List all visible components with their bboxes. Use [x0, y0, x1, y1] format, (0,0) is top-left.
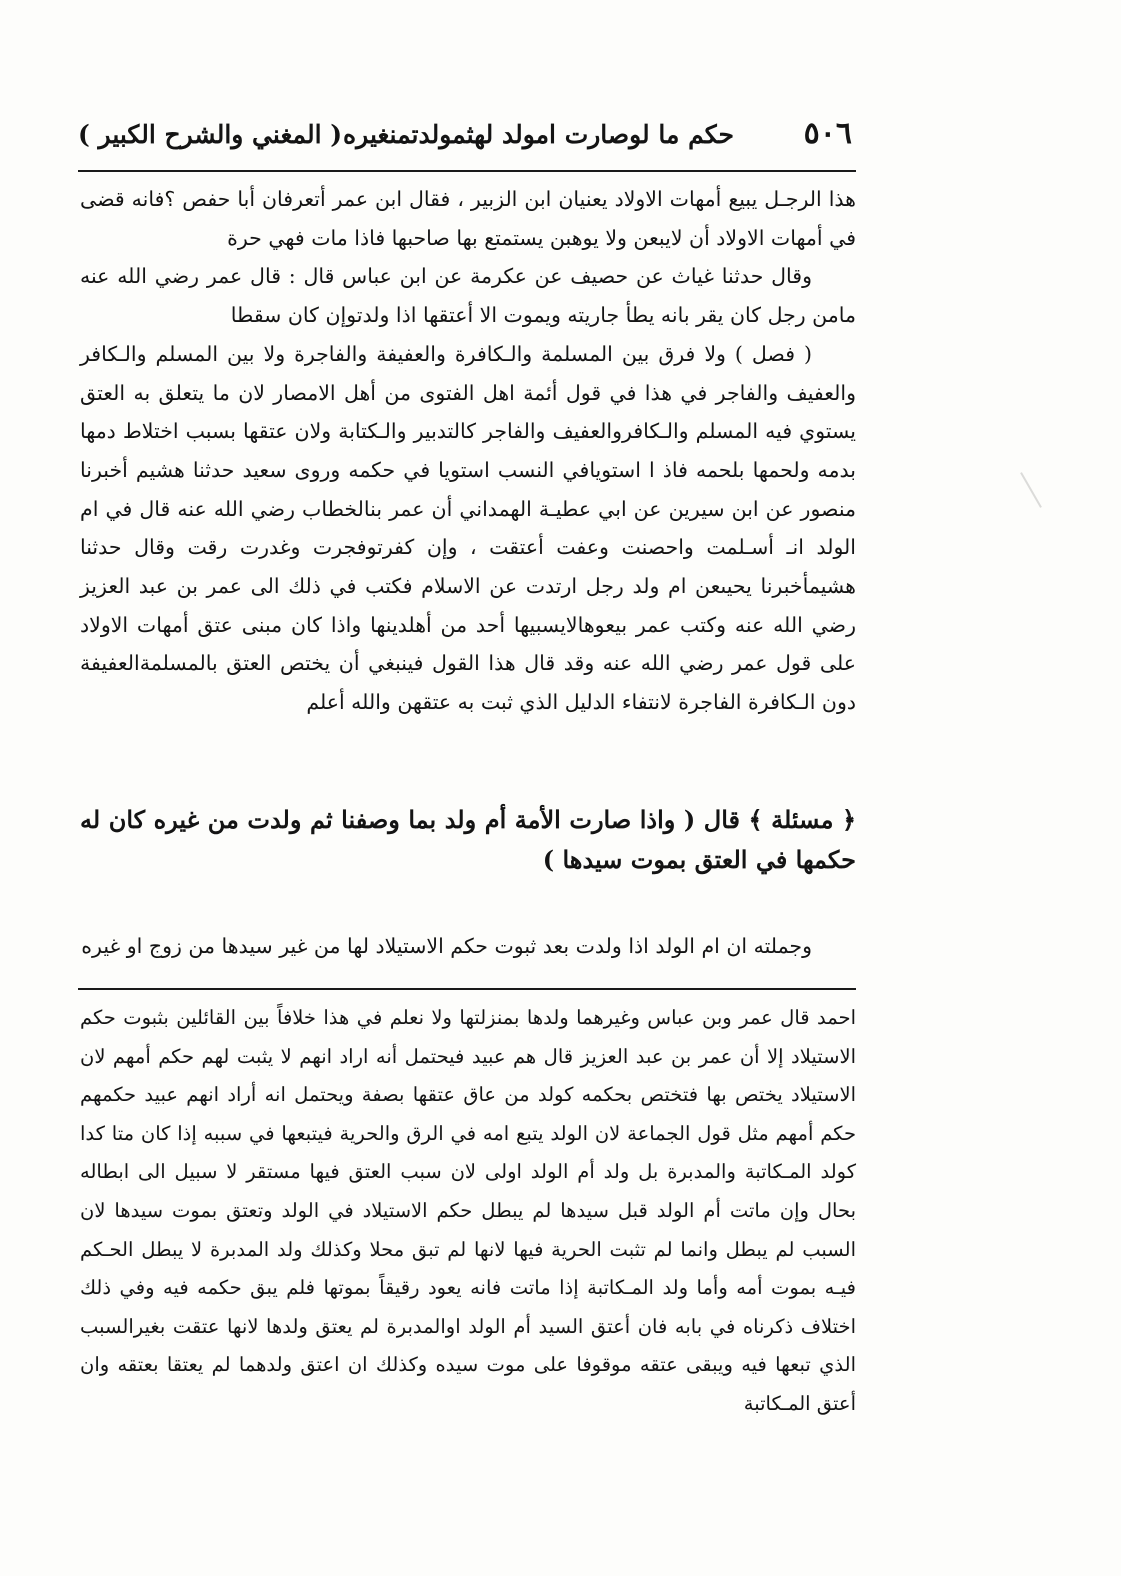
masala-block [80, 800, 856, 880]
scan-mark [1020, 472, 1042, 508]
chapter-title: حكم ما لوصارت امولد لهثمولدتمنغيره [343, 120, 734, 149]
masala-label: ﴿ مسئلة ﴾ [748, 805, 857, 834]
masala-text: قال ( واذا صارت الأمة أم ولد بما وصفنا ثم ولدت من غيره كان له حكمها في العتق بموت سيدها ) [80, 805, 856, 874]
paragraph-ibn-umar: هذا الرجـل يبيع أمهات الاولاد يعنيان ابن الزبير ، فقال ابن عمر أتعرفان أبا حفص ؟فانه قضى في أمهات الاولاد أن لايبعن ولا يوهبن يستمتع بها صاحبها فاذا مات فهي حرة [80, 187, 856, 250]
section-divider [78, 988, 856, 990]
commentary-start: وجملته ان ام الولد اذا ولدت بعد ثبوت حكم الاستيلاد لها من غير سيدها من زوج او غيره [81, 934, 812, 958]
commentary-text [80, 999, 856, 1424]
paragraph-fasl: ( فصل ) ولا فرق بين المسلمة والـكافرة والعفيفة والفاجرة ولا بين المسلم والـكافر والعفيف والفاجر في هذا في قول أئمة اهل الفتوى من أهل الامصار لان ما يتعلق به العتق يستوي فيه المسلم والـكافروالعفيف والفاجر كالتدبير والـكتابة ولان عتقها بسبب اختلاط دمها بدمه ولحمها بلحمه فاذ ا استويافي النسب استويا في حكمه وروى سعيد حدثنا هشيم أخبرنا منصور عن ابن سيرين عن ابي عطيـة الهمداني أن عمر بنالخطاب رضي الله عنه قال في ام الولد انـ أسـلمت واحصنت وعفت أعتقت ، وإن كفرتوفجرت وغدرت رقت وقال حدثنا هشيمأخبرنا يحيىعن ام ولد رجل ارتدت عن الاسلام فكتب في ذلك الى عمر بن عبد العزيز رضي الله عنه وكتب عمر بيعوهالايسبيها أحد من أهلدينها واذا كان مبنى عتق أمهات الاولاد على قول عمر رضي الله عنه وقد قال هذا القول فينبغي أن يختص العتق بالمسلمةالعفيفة دون الـكافرة الفاجرة لانتفاء الدليل الذي ثبت به عتقهن والله أعلم [80, 341, 856, 715]
paragraph-ikrima: وقال حدثنا غياث عن حصيف عن عكرمة عن ابن عباس قال : قال عمر رضي الله عنه مامن رجل كان يقر بانه يطأ جاريته ويموت الا أعتقها اذا ولدتوإن كان سقطا [80, 264, 856, 328]
header-divider [78, 170, 856, 172]
main-text [80, 180, 856, 722]
book-title: ( المغني والشرح الكبير ) [78, 120, 343, 149]
page-number: ٥٠٦ [803, 116, 852, 151]
page-header [78, 112, 852, 160]
commentary-paragraph: احمد قال عمر وبن عباس وغيرهما ولدها بمنزلتها ولا نعلم في هذا خلافاً بين القائلين بثبوت حكم الاستيلاد إلا أن عمر بن عبد العزيز قال هم عبيد فيحتمل أنه اراد انهم لا يثبت لهم حكم أمهم لان الاستيلاد يختص بها فتختص بحكمه كولد من عاق عتقها بصفة ويحتمل انه أراد انهم عبيد حكمهم حكم أمهم مثل قول الجماعة لان الولد يتبع امه في الرق والحرية فيتبعها في سببه إذا كان متا كدا كولد المـكاتبة والمدبرة بل ولد أم الولد اولى لان سبب العتق فيها مستقر لا سبيل الى ابطاله بحال وإن ماتت أم الولد قبل سيدها لم يبطل حكم الاستيلاد في الولد وتعتق بموت سيدها لان السبب لم يبطل وانما لم تثبت الحرية فيها لانها لم تبق محلا وكذلك ولد المدبرة لا يبطل الحـكم فيـه بموت أمه وأما ولد المـكاتبة إذا ماتت فانه يعود رقيقاً بموتها فلم يبق حكمه فيه وفي ذلك اختلاف ذكرناه في بابه فان أعتق السيد أم الولد اوالمدبرة لم يعتق ولدها لانها عتقت بغيرالسبب الذي تبعها فيه ويبقى عتقه موقوفا على موت سيده وكذلك ان اعتق ولدهما لم يعتقا بعتقه وان أعتق المـكاتبة [80, 1006, 856, 1415]
